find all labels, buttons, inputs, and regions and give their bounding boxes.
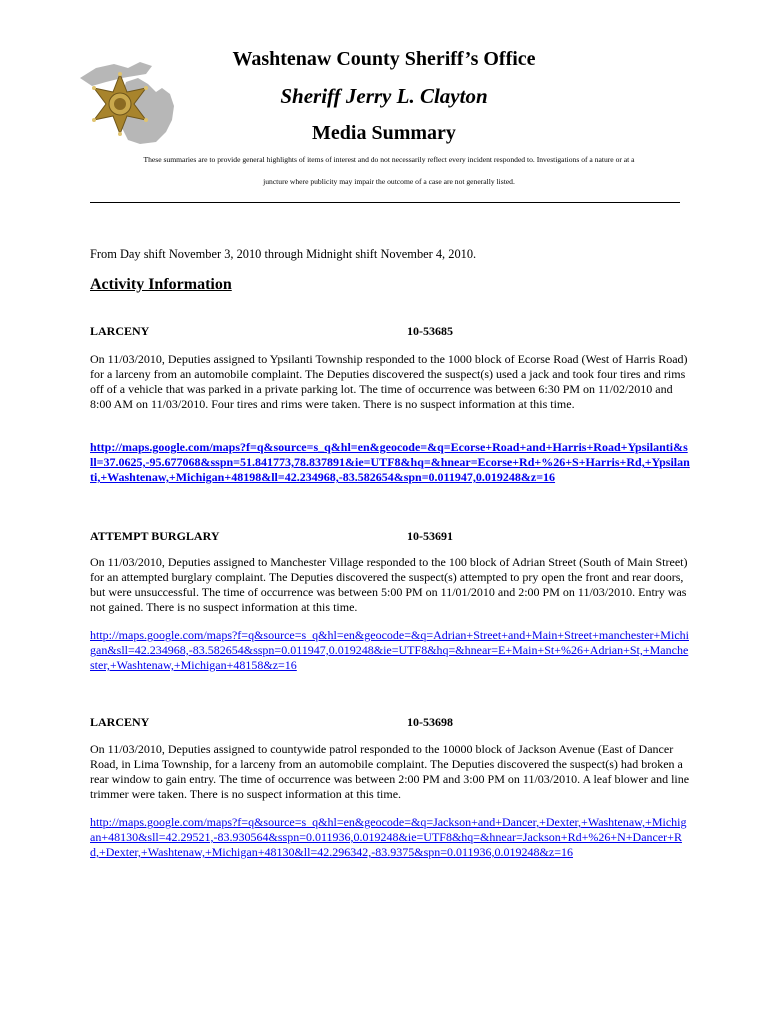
office-title: Washtenaw County Sheriff’s Office [232,48,536,70]
section-title: Activity Information [90,276,232,293]
incident-number: 10-53698 [407,715,453,729]
incident-title: LARCENY [90,324,150,338]
incident-number: 10-53691 [407,529,453,543]
incident-map-link[interactable]: http://maps.google.com/maps?f=q&source=s_q&hl=en&geocode=&q=Ecorse+Road+and+Harris+Road+Ypsilanti&sll=37.0625,-95.677068&sspn=51.841773,78.837891&ie=UTF8&hq=&hnear=Ecorse+Rd+%26+S+Harris+Rd,+Ypsilanti,+Washtenaw,+Michigan+48198&ll=42.234968,-83.582654&spn=0.011947,0.019248&z=16 [90,440,690,484]
document-title: Media Summary [312,122,456,144]
incident-title: ATTEMPT BURGLARY [90,529,220,543]
incident-map-link[interactable]: http://maps.google.com/maps?f=q&source=s_q&hl=en&geocode=&q=Adrian+Street+and+Main+Street+manchester+Michigan&sll=42.234968,-83.582654&sspn=0.011947,0.019248&ie=UTF8&hq=&hnear=E+Main+St+%26+Adrian+St,+Manchester,+Washtenaw,+Michigan+48158&z=16 [90,628,689,672]
incident-number: 10-53685 [407,324,453,338]
header-divider [90,202,680,203]
incident-map-link[interactable]: http://maps.google.com/maps?f=q&source=s_q&hl=en&geocode=&q=Jackson+and+Dancer,+Dexter,+Washtenaw,+Michigan+48130&sll=42.29521,-83.930564&sspn=0.011936,0.019248&ie=UTF8&hq=&hnear=Jackson+Rd+%26+N+Dancer+Rd,+Dexter,+Washtenaw,+Michigan+48130&ll=42.296342,-83.9375&spn=0.011936,0.019248&z=16 [90,815,687,859]
incident-description: On 11/03/2010, Deputies assigned to Ypsilanti Township responded to the 1000 block of Ecorse Road (West of Harris Road) for a larceny from an automobile complaint. The Deputies discovered the suspect(s) used a jack and took four tires and rims off of a vehicle that was parked in a private parking lot. The time of occurrence was between 6:30 PM on 11/02/2010 and 8:00 AM on 11/03/2010. Four tires and rims were taken. There is no suspect information at this time. [90,352,688,411]
reporting-period: From Day shift November 3, 2010 through Midnight shift November 4, 2010. [90,247,477,261]
disclaimer-line-2: juncture where publicity may impair the outcome of a case are not generally listed. [263,177,515,186]
disclaimer-line-1: These summaries are to provide general highlights of items of interest and do not necessarily reflect every incident responded to. Investigations of a nature or at a [143,155,635,164]
incident-description: On 11/03/2010, Deputies assigned to Manchester Village responded to the 100 block of Adrian Street (South of Main Street) for an attempted burglary complaint. The Deputies discovered the suspect(s) attempted to pry open the front and rear doors, but were unsuccessful. The time of occurrence was between 5:00 PM on 11/01/2010 and 2:00 PM on 11/03/2010. Entry was not gained. There is no suspect information at this time. [90,555,688,614]
sheriff-name: Sheriff Jerry L. Clayton [280,84,488,108]
incident-description: On 11/03/2010, Deputies assigned to countywide patrol responded to the 10000 block of Jackson Avenue (East of Dancer Road, in Lima Township, for a larceny from an automobile complaint. The Deputies discovered the suspect(s) had broken a rear window to gain entry. The time of occurrence was between 2:00 PM and 3:00 PM on 11/03/2010. A leaf blower and line trimmer were taken. There is no suspect information at this time. [90,742,690,801]
incident-title: LARCENY [90,715,150,729]
